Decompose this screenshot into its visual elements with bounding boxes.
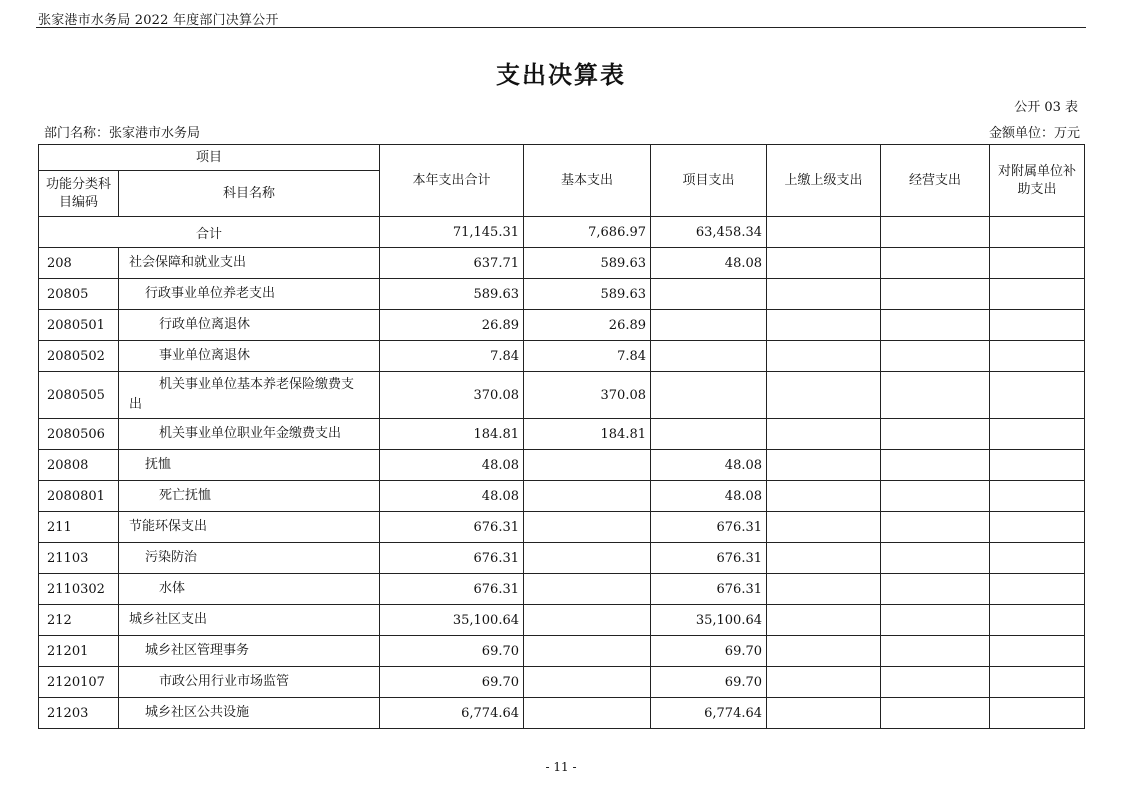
header-remit: 上缴上级支出 (767, 145, 881, 217)
table-row (39, 512, 1085, 543)
project-cell: 69.70 (651, 667, 767, 698)
remit-cell (767, 698, 881, 729)
code-cell: 208 (39, 248, 119, 279)
header-subsidy: 对附属单位补助支出 (990, 145, 1085, 217)
name-cell: 节能环保支出 (119, 512, 380, 543)
basic-cell: 589.63 (524, 248, 651, 279)
subsidy-cell (990, 667, 1085, 698)
total-cell: 69.70 (380, 636, 524, 667)
header-code: 功能分类科目编码 (39, 171, 119, 217)
name-cell: 抚恤 (119, 450, 380, 481)
code-cell: 212 (39, 605, 119, 636)
table-row (39, 605, 1085, 636)
subsidy-cell (990, 310, 1085, 341)
basic-cell (524, 698, 651, 729)
header-total: 本年支出合计 (380, 145, 524, 217)
business-cell (881, 279, 990, 310)
business-cell (881, 543, 990, 574)
code-cell: 20805 (39, 279, 119, 310)
total-cell: 6,774.64 (380, 698, 524, 729)
project-cell: 48.08 (651, 481, 767, 512)
subsidy-cell (990, 450, 1085, 481)
subsidy-cell (990, 698, 1085, 729)
business-cell (881, 574, 990, 605)
name-cell: 死亡抚恤 (119, 481, 380, 512)
basic-cell: 26.89 (524, 310, 651, 341)
expenditure-table (38, 144, 1085, 729)
business-cell (881, 605, 990, 636)
name-cell: 机关事业单位基本养老保险缴费支出 (119, 372, 380, 419)
project-cell: 676.31 (651, 512, 767, 543)
total-cell: 184.81 (380, 419, 524, 450)
page-title: 支出决算表 (496, 61, 626, 89)
total-cell: 69.70 (380, 667, 524, 698)
project-cell (651, 372, 767, 419)
subsidy-cell (990, 248, 1085, 279)
business-cell (881, 341, 990, 372)
remit-cell (767, 341, 881, 372)
subsidy-cell (990, 636, 1085, 667)
total-cell: 48.08 (380, 481, 524, 512)
total-cell: 48.08 (380, 450, 524, 481)
form-number: 公开 03 表 (1014, 100, 1078, 115)
remit-cell (767, 248, 881, 279)
name-cell: 机关事业单位职业年金缴费支出 (119, 419, 380, 450)
project-cell (651, 341, 767, 372)
total-cell: 676.31 (380, 574, 524, 605)
total-cell: 26.89 (380, 310, 524, 341)
project-cell: 48.08 (651, 248, 767, 279)
page-number: - 11 - (545, 760, 577, 774)
business-cell (881, 217, 990, 248)
remit-cell (767, 605, 881, 636)
remit-cell (767, 636, 881, 667)
basic-cell (524, 605, 651, 636)
amount-unit-label: 金额单位：万元 (988, 126, 1080, 141)
basic-cell: 7,686.97 (524, 217, 651, 248)
project-cell: 48.08 (651, 450, 767, 481)
table-row (39, 419, 1085, 450)
subsidy-cell (990, 481, 1085, 512)
name-cell: 城乡社区管理事务 (119, 636, 380, 667)
remit-cell (767, 543, 881, 574)
name-cell: 城乡社区公共设施 (119, 698, 380, 729)
code-cell: 21203 (39, 698, 119, 729)
basic-cell: 370.08 (524, 372, 651, 419)
project-cell: 676.31 (651, 574, 767, 605)
basic-cell: 589.63 (524, 279, 651, 310)
code-cell: 2080801 (39, 481, 119, 512)
subsidy-cell (990, 543, 1085, 574)
project-cell: 35,100.64 (651, 605, 767, 636)
table-row (39, 372, 1085, 419)
total-cell: 676.31 (380, 543, 524, 574)
total-label: 合计 (39, 217, 380, 248)
code-cell: 2080506 (39, 419, 119, 450)
business-cell (881, 248, 990, 279)
total-cell: 676.31 (380, 512, 524, 543)
table-row (39, 248, 1085, 279)
code-cell: 2080502 (39, 341, 119, 372)
table-row (39, 310, 1085, 341)
name-cell: 市政公用行业市场监管 (119, 667, 380, 698)
basic-cell (524, 667, 651, 698)
table-row (39, 574, 1085, 605)
remit-cell (767, 450, 881, 481)
business-cell (881, 667, 990, 698)
total-row (39, 217, 1085, 248)
table-row (39, 450, 1085, 481)
project-cell: 69.70 (651, 636, 767, 667)
project-cell (651, 279, 767, 310)
total-cell: 7.84 (380, 341, 524, 372)
basic-cell (524, 481, 651, 512)
header-name: 科目名称 (119, 171, 380, 217)
code-cell: 2080505 (39, 372, 119, 419)
business-cell (881, 372, 990, 419)
business-cell (881, 450, 990, 481)
table-row (39, 341, 1085, 372)
basic-cell: 184.81 (524, 419, 651, 450)
project-cell (651, 419, 767, 450)
running-head: 张家港市水务局 2022 年度部门决算公开 (38, 13, 279, 28)
total-cell: 370.08 (380, 372, 524, 419)
name-cell: 事业单位离退休 (119, 341, 380, 372)
code-cell: 211 (39, 512, 119, 543)
remit-cell (767, 279, 881, 310)
subsidy-cell (990, 419, 1085, 450)
code-cell: 21103 (39, 543, 119, 574)
business-cell (881, 419, 990, 450)
table-row (39, 481, 1085, 512)
table-row (39, 543, 1085, 574)
subsidy-cell (990, 341, 1085, 372)
name-cell: 社会保障和就业支出 (119, 248, 380, 279)
remit-cell (767, 419, 881, 450)
name-cell: 行政单位离退休 (119, 310, 380, 341)
total-cell: 35,100.64 (380, 605, 524, 636)
project-cell: 6,774.64 (651, 698, 767, 729)
total-cell: 71,145.31 (380, 217, 524, 248)
name-cell: 城乡社区支出 (119, 605, 380, 636)
table-row (39, 667, 1085, 698)
remit-cell (767, 574, 881, 605)
subsidy-cell (990, 605, 1085, 636)
subsidy-cell (990, 574, 1085, 605)
remit-cell (767, 667, 881, 698)
basic-cell: 7.84 (524, 341, 651, 372)
project-cell: 63,458.34 (651, 217, 767, 248)
name-cell: 水体 (119, 574, 380, 605)
department-label: 部门名称：张家港市水务局 (44, 126, 201, 141)
header-basic: 基本支出 (524, 145, 651, 217)
remit-cell (767, 512, 881, 543)
business-cell (881, 310, 990, 341)
table-row (39, 279, 1085, 310)
header-project: 项目支出 (651, 145, 767, 217)
basic-cell (524, 636, 651, 667)
table-row (39, 636, 1085, 667)
subsidy-cell (990, 279, 1085, 310)
header-rule (36, 27, 1086, 28)
project-cell: 676.31 (651, 543, 767, 574)
total-cell: 637.71 (380, 248, 524, 279)
basic-cell (524, 512, 651, 543)
header-item: 项目 (39, 145, 380, 171)
business-cell (881, 512, 990, 543)
business-cell (881, 636, 990, 667)
remit-cell (767, 310, 881, 341)
basic-cell (524, 543, 651, 574)
project-cell (651, 310, 767, 341)
name-cell: 行政事业单位养老支出 (119, 279, 380, 310)
subsidy-cell (990, 512, 1085, 543)
name-cell: 污染防治 (119, 543, 380, 574)
business-cell (881, 481, 990, 512)
code-cell: 21201 (39, 636, 119, 667)
remit-cell (767, 372, 881, 419)
code-cell: 20808 (39, 450, 119, 481)
code-cell: 2120107 (39, 667, 119, 698)
subsidy-cell (990, 217, 1085, 248)
header-business: 经营支出 (881, 145, 990, 217)
code-cell: 2080501 (39, 310, 119, 341)
subsidy-cell (990, 372, 1085, 419)
business-cell (881, 698, 990, 729)
table-row (39, 698, 1085, 729)
remit-cell (767, 481, 881, 512)
basic-cell (524, 574, 651, 605)
remit-cell (767, 217, 881, 248)
code-cell: 2110302 (39, 574, 119, 605)
total-cell: 589.63 (380, 279, 524, 310)
basic-cell (524, 450, 651, 481)
